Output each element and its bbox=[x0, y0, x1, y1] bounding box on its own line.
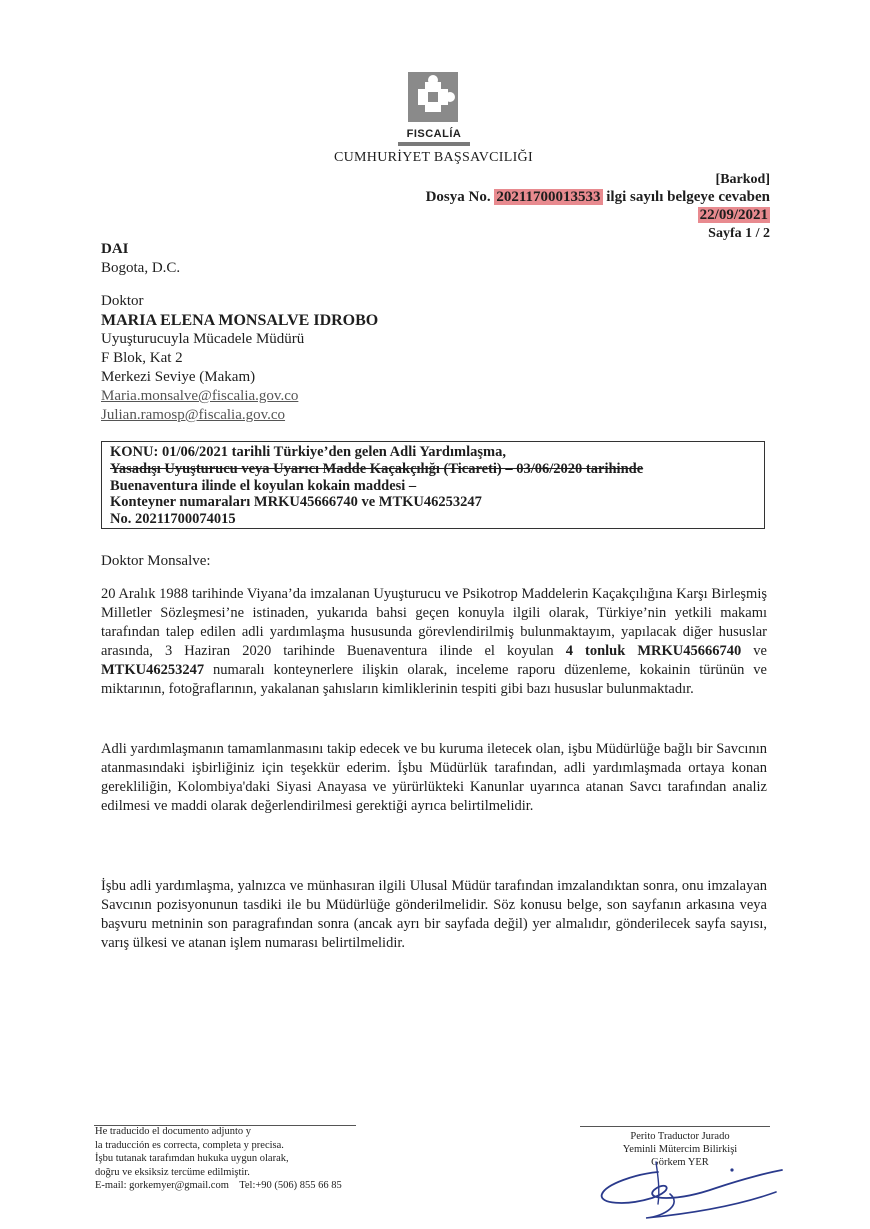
translator-email[interactable]: E-mail: gorkemyer@gmail.com bbox=[95, 1180, 229, 1191]
subject-line-4: Konteyner numaraları MRKU45666740 ve MTKU46253247 bbox=[110, 494, 482, 511]
statement-line: İşbu tutanak tarafımdan hukuka uygun olarak, bbox=[95, 1153, 289, 1164]
barcode-label: [Barkod] bbox=[715, 172, 770, 187]
paragraph-2: Adli yardımlaşmanın tamamlanmasını takip edecek ve bu kuruma iletecek olan, işbu Müdürlüğe bağlı bir Savcının atanmasındaki işbirliğiniz için teşekkür ederim. İşbu Müdürlük tarafından, adli yardımlaşmada ortaya konan gerekliliğin, Kolombiya'daki Siyasi Anayasa ve yürürlükteki Kanunlar uyarınca atanan Savcı tarafından analiz edilmesi ve maddi olarak değerlendirilmesi gerektiği ayrıca belirtilmelidir. bbox=[101, 741, 767, 814]
subject-line-1: KONU: 01/06/2021 tarihli Türkiye’den gelen Adli Yardımlaşma, bbox=[110, 444, 506, 460]
subject-box bbox=[101, 441, 765, 529]
translator-statement bbox=[95, 1125, 342, 1193]
paragraph-1-bold-2: MTKU46253247 bbox=[101, 662, 205, 678]
paragraph-1-text-a: 20 Aralık 1988 tarihinde Viyana’da imzalanan Uyuşturucu ve Psikotrop Maddelerin Kaçakçılığına Karşı Birleşmiş Milletler Sözleşmesi’ne istinaden, yukarıda bahsi geçen konuyla ilgili olarak, Türkiye’nin yetkili makamı tarafından talep edilen adli yardımlaşma hususunda görevlendirilmiş bulunmaktayım, yapılacak diğer hususlar arasında, 3 Haziran 2020 tarihinde Buenaventura ilinde el koyulan bbox=[101, 586, 767, 659]
paragraph-1-text-c: ve bbox=[741, 643, 767, 659]
recipient-email-1[interactable]: Maria.monsalve@fiscalia.gov.co bbox=[101, 388, 299, 404]
file-number-line bbox=[426, 189, 770, 206]
recipient-block bbox=[101, 240, 378, 425]
paragraph-3: İşbu adli yardımlaşma, yalnızca ve münhasıran ilgili Ulusal Müdür tarafından imzalandıktan sonra, onu imzalayan Savcının pozisyonunun tasdiki ile bu Müdürlüğe gönderilmelidir. Söz konusu belge, son sayfanın arkasına veya başvuru metninin son paragrafından sonra (ancak ayrı bir sayfada değil) yer almalıdır, gönderilecek sayfa sayısı, varış ülkesi ve atanan işlem numarası belirtilmelidir. bbox=[101, 878, 767, 951]
subject-line-2: Yasadışı Uyuşturucu veya Uyarıcı Madde Kaçakçılığı (Ticareti) – 03/06/2020 tarihinde bbox=[110, 460, 644, 477]
subject-line-5: No. 20211700074015 bbox=[110, 511, 236, 528]
salutation: Doktor Monsalve: bbox=[101, 553, 211, 569]
subject-line-3: Buenaventura ilinde el koyulan kokain maddesi – bbox=[110, 477, 417, 494]
translator-title-tr: Yeminli Mütercim Bilirkişi bbox=[622, 1144, 738, 1155]
footer-divider-right bbox=[580, 1126, 770, 1127]
logo-text: FISCALÍA bbox=[406, 128, 462, 140]
translator-phone: Tel:+90 (506) 855 66 85 bbox=[239, 1180, 342, 1191]
recipient-position: Uyuşturucuyla Mücadele Müdürü bbox=[101, 331, 305, 347]
contact-line bbox=[95, 1179, 342, 1193]
recipient-title: Doktor bbox=[101, 293, 144, 309]
office-title: CUMHURİYET BAŞSAVCILIĞI bbox=[334, 150, 533, 165]
date-value: 22/09/2021 bbox=[699, 207, 768, 223]
recipient-level: Merkezi Seviye (Makam) bbox=[101, 369, 256, 385]
page-number: Sayfa 1 / 2 bbox=[708, 226, 770, 241]
recipient-email-2[interactable]: Julian.ramosp@fiscalia.gov.co bbox=[101, 407, 286, 423]
translator-title: Perito Traductor Jurado bbox=[630, 1131, 730, 1142]
translator-name: Görkem YER bbox=[651, 1157, 709, 1168]
paragraph-1-text-d: numaralı konteynerlere ilişkin olarak, inceleme raporu düzenleme, kokainin türünün ve miktarının, fotoğraflarının, yakalanan şahısların kimliklerinin tespiti gibi bazı hususlar bulunmaktadır. bbox=[101, 662, 767, 697]
recipient-block-floor: F Blok, Kat 2 bbox=[101, 350, 183, 366]
fiscalia-puzzle-logo-icon bbox=[408, 72, 458, 122]
statement-line: la traducción es correcta, completa y precisa. bbox=[95, 1139, 284, 1151]
recipient-name: MARIA ELENA MONSALVE IDROBO bbox=[101, 312, 379, 329]
recipient-dai: DAI bbox=[101, 241, 129, 257]
statement-line: doğru ve eksiksiz tercüme edilmiştir. bbox=[95, 1166, 250, 1178]
recipient-city: Bogota, D.C. bbox=[101, 260, 181, 276]
logo-underline bbox=[398, 142, 470, 146]
file-number-suffix: ilgi sayılı belgeye cevaben bbox=[606, 189, 770, 205]
handwritten-signature-icon bbox=[596, 1150, 786, 1222]
paragraph-1-bold-1: 4 tonluk MRKU45666740 bbox=[565, 643, 742, 659]
file-number: 20211700013533 bbox=[496, 189, 601, 205]
statement-line: He traducido el documento adjunto y bbox=[95, 1126, 251, 1137]
paragraph-1 bbox=[101, 585, 767, 699]
file-number-label: Dosya No. bbox=[425, 189, 491, 205]
document-date bbox=[698, 207, 770, 224]
